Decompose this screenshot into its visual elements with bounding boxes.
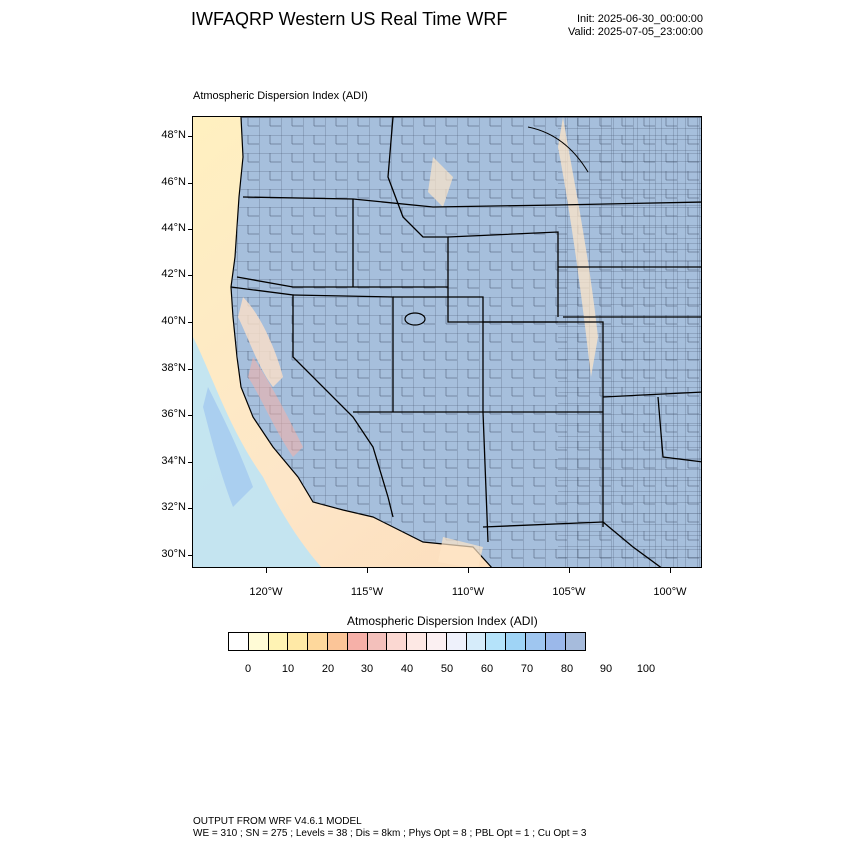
colorbar-tick-label: 30: [360, 663, 374, 675]
lon-label: 120°W: [249, 586, 283, 598]
lat-tick: [188, 136, 192, 137]
lat-label: 30°N: [161, 548, 186, 560]
colorbar-tick-label: 60: [480, 663, 494, 675]
lat-label: 40°N: [161, 315, 186, 327]
colorbar-tick-label: 50: [440, 663, 454, 675]
lat-tick: [188, 322, 192, 323]
lon-label: 115°W: [350, 586, 384, 598]
init-time: Init: 2025-06-30_00:00:00: [577, 13, 703, 25]
lon-label: 100°W: [653, 586, 687, 598]
run-times: [520, 13, 703, 39]
lat-label: 36°N: [161, 408, 186, 420]
lat-label: 34°N: [161, 455, 186, 467]
county-grid-plains: [558, 117, 702, 568]
model-footer: [193, 816, 586, 840]
lat-tick: [188, 275, 192, 276]
colorbar-swatch: [486, 633, 506, 650]
lat-tick: [188, 369, 192, 370]
lat-label: 44°N: [161, 222, 186, 234]
colorbar-swatch: [427, 633, 447, 650]
colorbar-swatch: [308, 633, 328, 650]
lat-tick: [188, 183, 192, 184]
colorbar-swatch: [288, 633, 308, 650]
colorbar: [228, 632, 586, 651]
lon-tick: [569, 568, 570, 573]
footer-line-2: WE = 310 ; SN = 275 ; Levels = 38 ; Dis = 8km ; Phys Opt = 8 ; PBL Opt = 1 ; Cu Opt = 3: [193, 828, 587, 839]
lon-label: 105°W: [552, 586, 586, 598]
colorbar-tick-label: 0: [244, 663, 252, 675]
map-svg: [193, 117, 702, 568]
colorbar-tick-label: 100: [636, 663, 656, 675]
great-salt-lake: [405, 313, 425, 325]
map-panel: [192, 116, 702, 568]
colorbar-swatch: [249, 633, 269, 650]
map-subtitle: Atmospheric Dispersion Index (ADI): [193, 90, 368, 102]
lon-tick: [367, 568, 368, 573]
colorbar-swatch: [526, 633, 546, 650]
colorbar-swatch: [348, 633, 368, 650]
colorbar-swatch: [566, 633, 586, 650]
lat-label: 48°N: [161, 129, 186, 141]
lat-label: 42°N: [161, 268, 186, 280]
colorbar-swatch: [546, 633, 566, 650]
colorbar-swatch: [506, 633, 526, 650]
lon-tick: [468, 568, 469, 573]
colorbar-swatch: [229, 633, 249, 650]
valid-time: Valid: 2025-07-05_23:00:00: [568, 26, 703, 38]
colorbar-tick-label: 90: [599, 663, 613, 675]
main-title: IWFAQRP Western US Real Time WRF: [191, 9, 508, 29]
colorbar-tick-label: 20: [321, 663, 335, 675]
lat-label: 32°N: [161, 501, 186, 513]
colorbar-swatch: [368, 633, 388, 650]
colorbar-tick-label: 70: [520, 663, 534, 675]
colorbar-swatch: [269, 633, 289, 650]
footer-line-1: OUTPUT FROM WRF V4.6.1 MODEL: [193, 816, 362, 827]
colorbar-title: Atmospheric Dispersion Index (ADI): [347, 614, 538, 628]
colorbar-swatch: [447, 633, 467, 650]
lon-label: 110°W: [451, 586, 485, 598]
colorbar-tick-label: 10: [281, 663, 295, 675]
lat-tick: [188, 415, 192, 416]
lat-tick: [188, 462, 192, 463]
lat-label: 38°N: [161, 362, 186, 374]
colorbar-tick-label: 80: [560, 663, 574, 675]
lat-tick: [188, 508, 192, 509]
colorbar-swatch: [467, 633, 487, 650]
colorbar-swatch: [407, 633, 427, 650]
lon-tick: [266, 568, 267, 573]
lat-tick: [188, 229, 192, 230]
lat-label: 46°N: [161, 176, 186, 188]
colorbar-tick-label: 40: [400, 663, 414, 675]
colorbar-swatch: [328, 633, 348, 650]
lon-tick: [670, 568, 671, 573]
colorbar-swatch: [387, 633, 407, 650]
lat-tick: [188, 555, 192, 556]
